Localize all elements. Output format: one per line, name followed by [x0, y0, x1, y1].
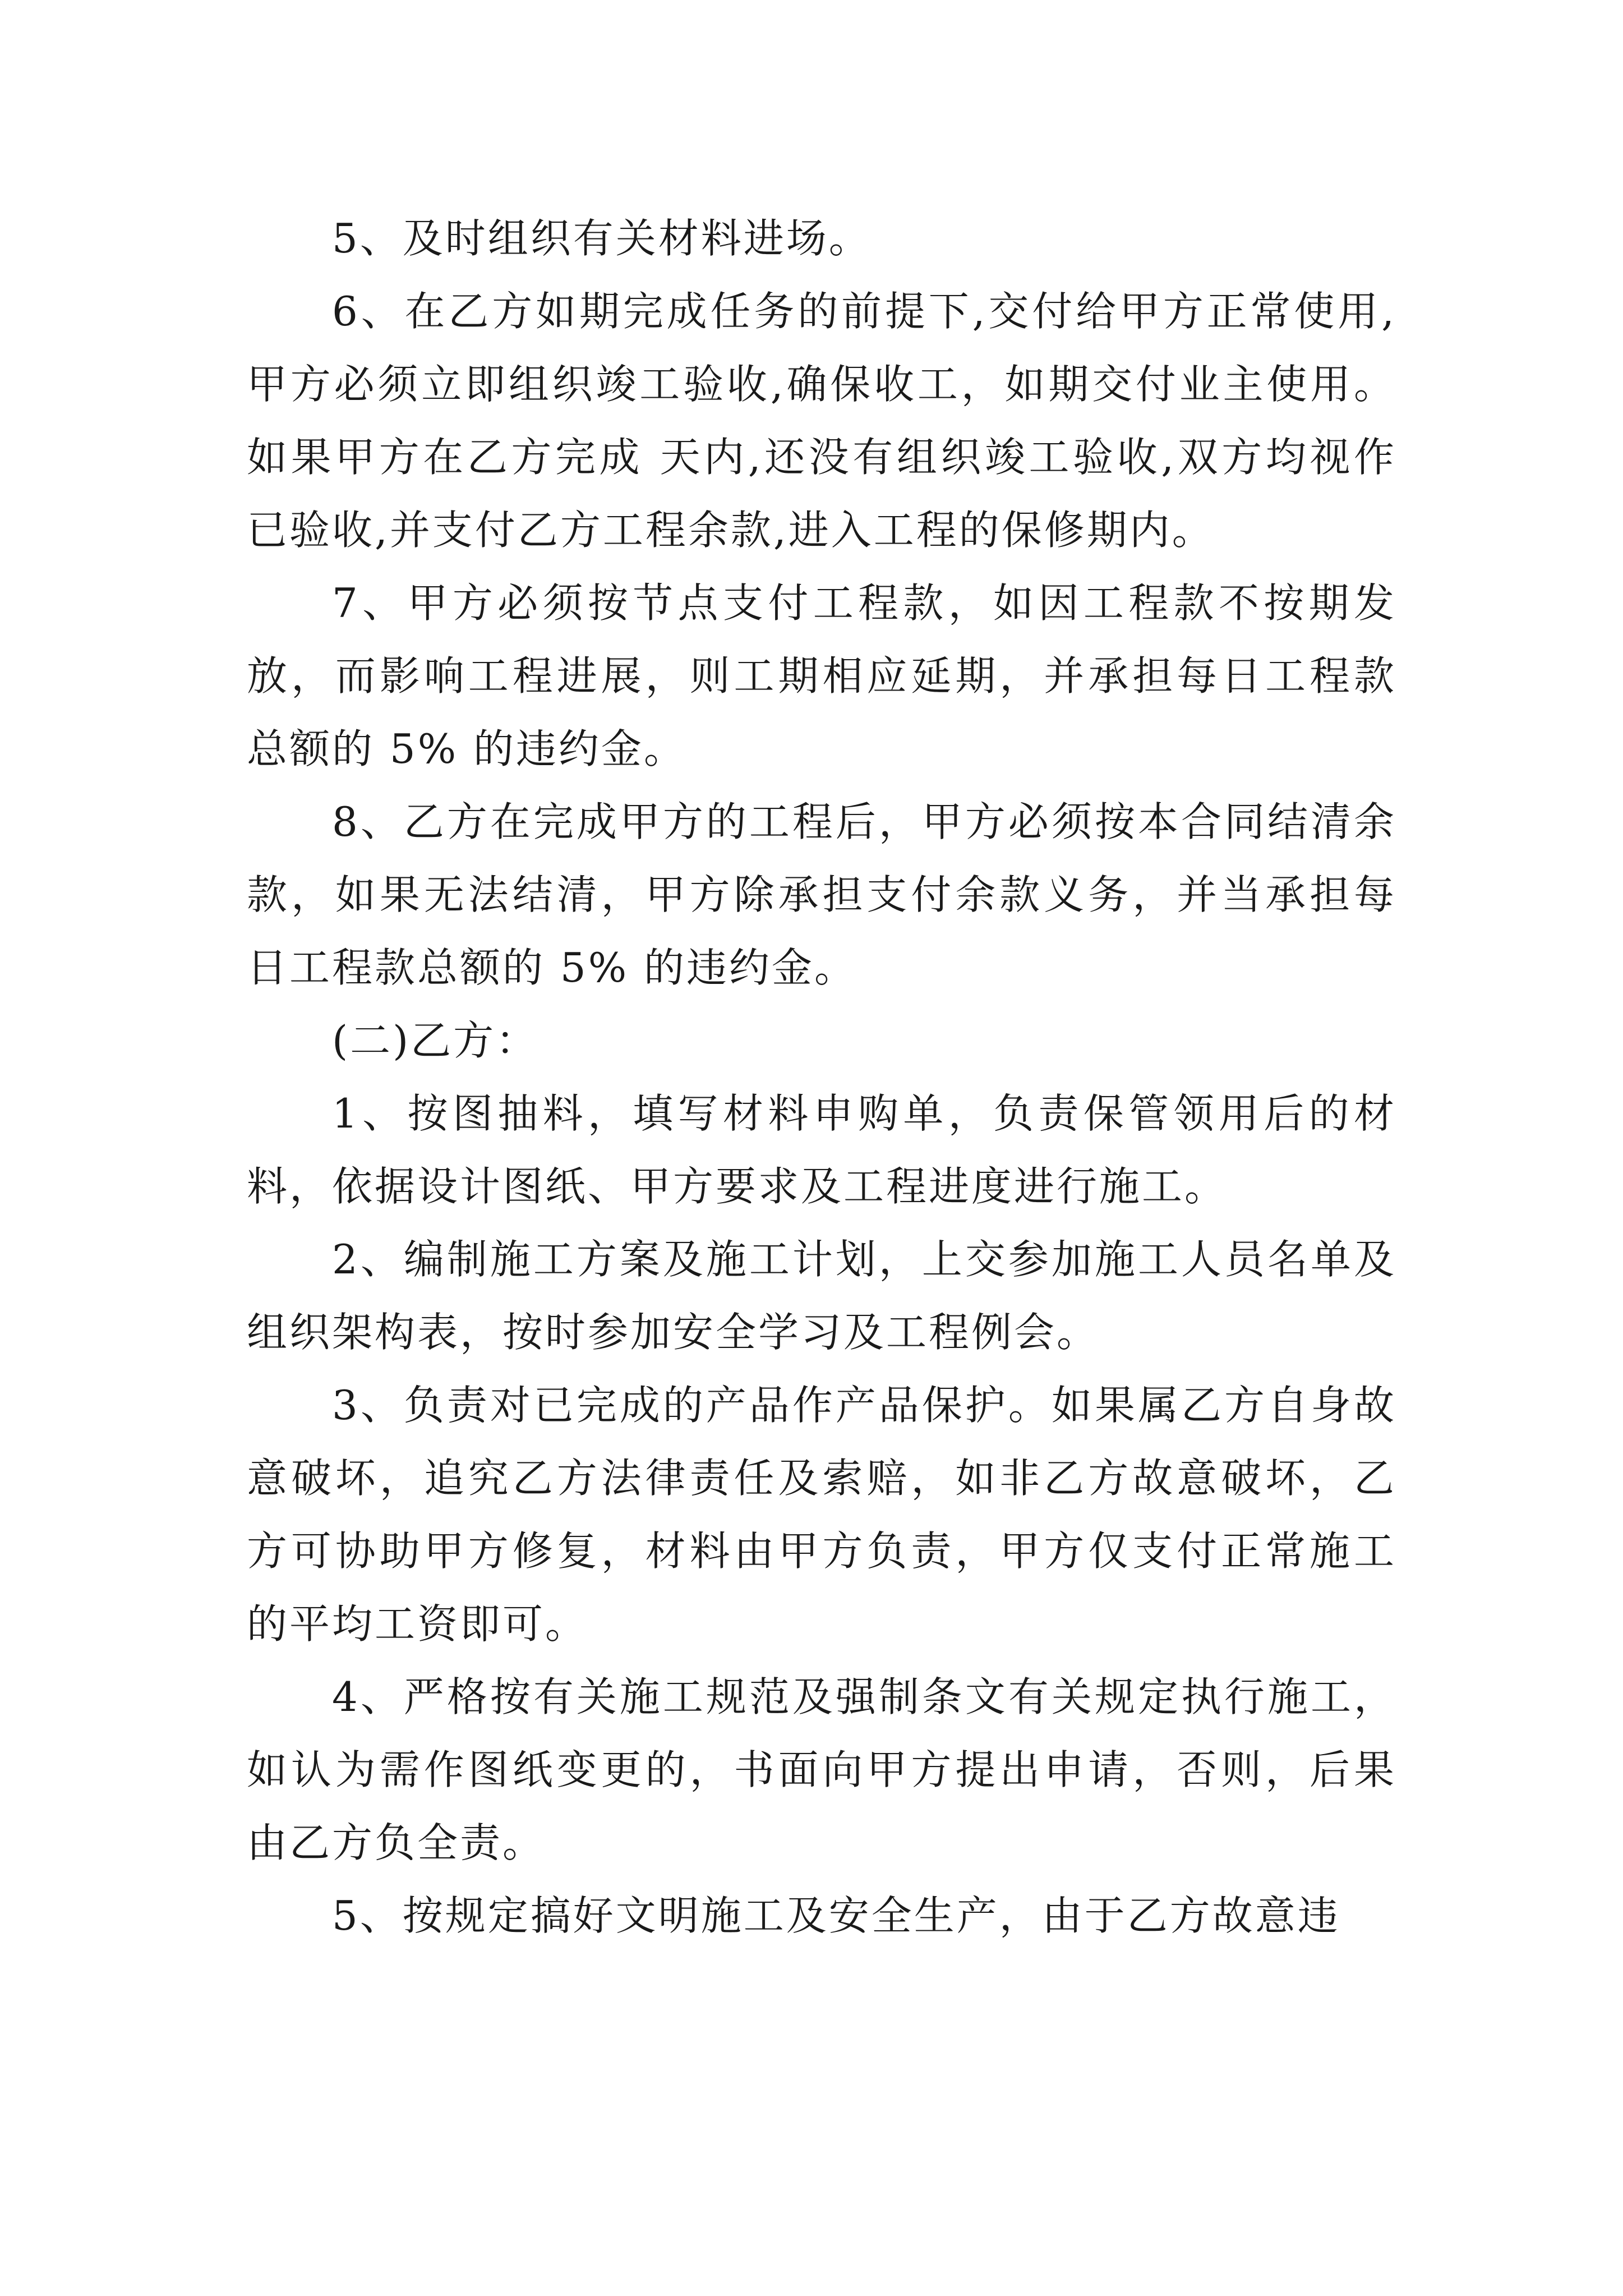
- paragraph-b4: 4、严格按有关施工规范及强制条文有关规定执行施工，如认为需作图纸变更的，书面向甲方提出申请，否则，后果由乙方负全责。: [247, 1673, 1396, 1866]
- section-heading-party-b: (二)乙方：: [332, 1017, 539, 1064]
- document-body: [247, 202, 1396, 1952]
- paragraph-a7: 7、甲方必须按节点支付工程款，如因工程款不按期发放，而影响工程进展，则工期相应延期，并承担每日工程款总额的 5% 的违约金。: [247, 579, 1396, 772]
- paragraph-a8: 8、乙方在完成甲方的工程后，甲方必须按本合同结清余款，如果无法结清，甲方除承担支付余款义务，并当承担每日工程款总额的 5% 的违约金。: [247, 798, 1396, 991]
- paragraph-b3: 3、负责对已完成的产品作产品保护。如果属乙方自身故意破坏，追究乙方法律责任及索赔，如非乙方故意破坏，乙方可协助甲方修复，材料由甲方负责，甲方仅支付正常施工的平均工资即可。: [247, 1382, 1396, 1648]
- paragraph-b1: 1、按图抽料，填写材料申购单，负责保管领用后的材料，依据设计图纸、甲方要求及工程进度进行施工。: [247, 1090, 1396, 1210]
- paragraph-b5: 5、按规定搞好文明施工及安全生产，由于乙方故意违: [332, 1892, 1340, 1939]
- paragraph-b2: 2、编制施工方案及施工计划，上交参加施工人员名单及组织架构表，按时参加安全学习及工程例会。: [247, 1236, 1396, 1356]
- paragraph-a6: 6、在乙方如期完成任务的前提下,交付给甲方正常使用,甲方必须立即组织竣工验收,确保收工，如期交付业主使用。如果甲方在乙方完成 天内,还没有组织竣工验收,双方均视作已验收,并支付乙方工程余款,进入工程的保修期内。: [247, 288, 1396, 554]
- paragraph-a5: 5、及时组织有关材料进场。: [332, 215, 872, 262]
